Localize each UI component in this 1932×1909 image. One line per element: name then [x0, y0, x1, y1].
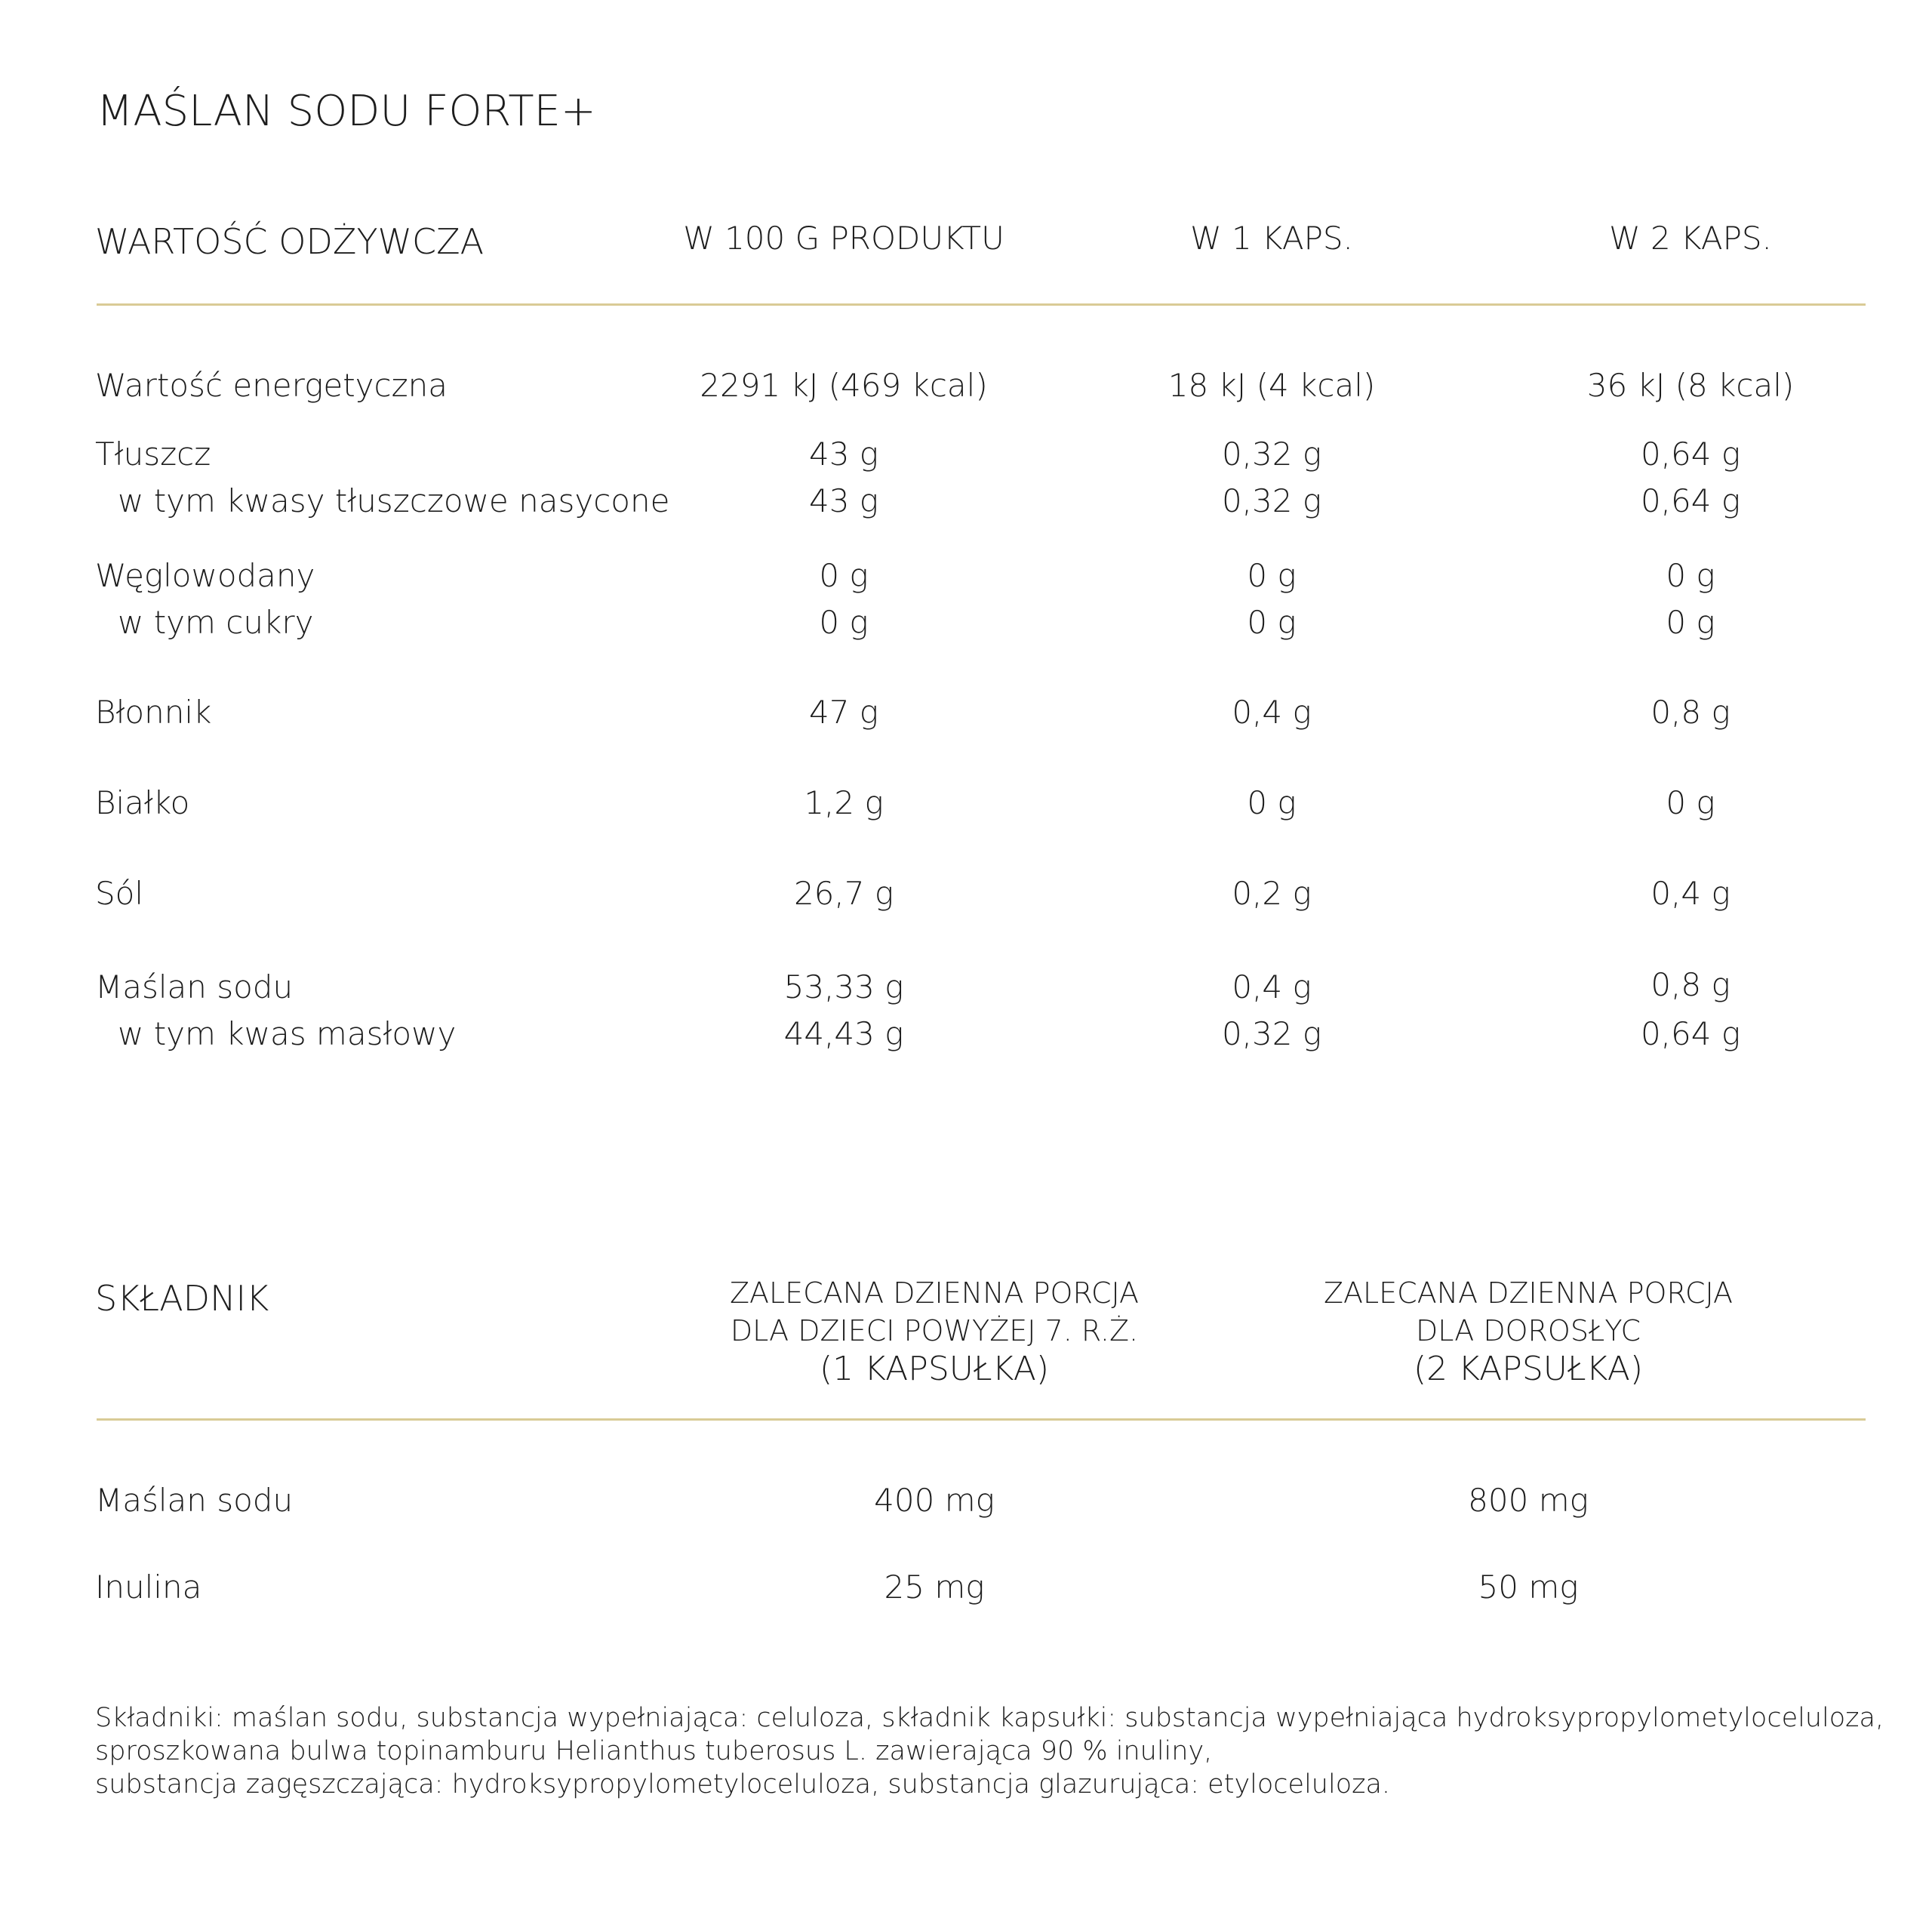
- nutrition-row-label: w tym cukry: [118, 604, 314, 641]
- ingredient-row-value-children: 400 mg: [874, 1482, 995, 1519]
- nutrition-row-value-1-caps: 0 g: [1247, 784, 1297, 821]
- nutrition-row-value-2-caps: 0,64 g: [1640, 482, 1741, 519]
- ingredients-header-divider: [97, 1418, 1866, 1421]
- nutrition-row-value-1-caps: 0,2 g: [1232, 875, 1312, 912]
- nutrition-row-label: Tłuszcz: [95, 436, 211, 473]
- nutrition-row-value-100g: 43 g: [809, 436, 878, 473]
- nutrition-row-value-100g: 26,7 g: [793, 875, 894, 912]
- nutrition-header-label: WARTOŚĆ ODŻYWCZA: [95, 221, 485, 262]
- ingredients-header-adults-line3: (2 KAPSUŁKA): [1413, 1350, 1644, 1388]
- nutrition-header-100g: W 100 G PRODUKTU: [683, 220, 1004, 257]
- ingredients-header-label: SKŁADNIK: [95, 1278, 269, 1319]
- nutrition-row-value-1-caps: 0,32 g: [1221, 436, 1322, 473]
- nutrition-row-value-100g: 53,33 g: [783, 968, 904, 1005]
- ingredients-header-adults-line2: DLA DOROSŁYC: [1415, 1314, 1641, 1347]
- ingredients-header-children: [648, 1274, 1221, 1389]
- nutrition-row-label: Maślan sodu: [95, 968, 294, 1005]
- nutrition-row-value-1-caps: 0,4 g: [1232, 694, 1312, 731]
- nutrition-row-value-2-caps: 0,64 g: [1640, 436, 1741, 473]
- ingredients-header-adults: [1241, 1274, 1815, 1389]
- nutrition-row-value-2-caps: 0 g: [1666, 604, 1715, 641]
- nutrition-row-value-2-caps: 36 kJ (8 kcal): [1586, 367, 1795, 404]
- nutrition-row-value-1-caps: 0 g: [1247, 604, 1297, 641]
- nutrition-row-label: Białko: [95, 784, 190, 821]
- ingredient-row-value-adults: 50 mg: [1478, 1569, 1579, 1606]
- nutrition-row-label: Węglowodany: [95, 557, 315, 594]
- nutrition-row-value-2-caps: 0,8 g: [1651, 694, 1730, 731]
- nutrition-row-value-1-caps: 0,4 g: [1232, 968, 1312, 1005]
- nutrition-row-label: Wartość energetyczna: [95, 367, 448, 404]
- ingredients-header-adults-line1: ZALECANA DZIENNA PORCJA: [1323, 1276, 1734, 1310]
- ingredients-header-children-line2: DLA DZIECI POWYŻEJ 7. R.Ż.: [730, 1314, 1139, 1347]
- nutrition-row-label: w tym kwas masłowy: [118, 1015, 457, 1052]
- nutrition-row-value-1-caps: 0,32 g: [1221, 482, 1322, 519]
- nutrition-row-value-2-caps: 0,64 g: [1640, 1015, 1741, 1052]
- composition-line: Składniki: maślan sodu, substancja wypełniająca: celuloza, składnik kapsułki: substancja wypełniająca hydroksypropylometyloceluloza,: [95, 1703, 1884, 1733]
- composition-line: substancja zagęszczająca: hydroksypropylometyloceluloza, substancja glazurująca: etyloceluloza.: [95, 1769, 1391, 1800]
- nutrition-row-value-100g: 2291 kJ (469 kcal): [700, 367, 988, 404]
- nutrition-row-value-2-caps: 0 g: [1666, 784, 1715, 821]
- nutrition-row-value-100g: 43 g: [809, 482, 878, 519]
- nutrition-row-value-100g: 0 g: [819, 604, 869, 641]
- nutrition-header-1-caps: W 1 KAPS.: [1190, 220, 1353, 257]
- ingredients-header-children-line3: (1 KAPSUŁKA): [819, 1350, 1050, 1388]
- ingredient-row-label: Inulina: [95, 1569, 202, 1606]
- nutrition-row-value-2-caps: 0 g: [1666, 557, 1715, 594]
- nutrition-row-value-100g: 44,43 g: [783, 1015, 904, 1052]
- nutrition-header-divider: [97, 303, 1866, 306]
- ingredient-row-value-children: 25 mg: [884, 1569, 985, 1606]
- ingredient-row-value-adults: 800 mg: [1468, 1482, 1589, 1519]
- nutrition-row-label: w tym kwasy tłuszczowe nasycone: [118, 482, 670, 519]
- nutrition-row-value-100g: 47 g: [809, 694, 878, 731]
- nutrition-row-value-2-caps: 0,4 g: [1651, 875, 1730, 912]
- ingredients-header-children-line1: ZALECANA DZIENNA PORCJA: [729, 1276, 1140, 1310]
- nutrition-row-value-2-caps: 0,8 g: [1651, 966, 1730, 1003]
- composition-note: [95, 1701, 1884, 1801]
- nutrition-row-label: Sól: [95, 875, 144, 912]
- nutrition-row-value-1-caps: 0 g: [1247, 557, 1297, 594]
- nutrition-row-value-1-caps: 18 kJ (4 kcal): [1168, 367, 1376, 404]
- nutrition-row-label: Błonnik: [95, 694, 212, 731]
- nutrition-row-value-100g: 0 g: [819, 557, 869, 594]
- page-title: MAŚLAN SODU FORTE+: [97, 87, 596, 136]
- composition-line: sproszkowana bulwa topinamburu Helianthus tuberosus L. zawierająca 90 % inuliny,: [95, 1736, 1213, 1766]
- ingredient-row-label: Maślan sodu: [95, 1482, 294, 1519]
- nutrition-header-2-caps: W 2 KAPS.: [1609, 220, 1772, 257]
- nutrition-row-value-100g: 1,2 g: [804, 784, 884, 821]
- nutrition-row-value-1-caps: 0,32 g: [1221, 1015, 1322, 1052]
